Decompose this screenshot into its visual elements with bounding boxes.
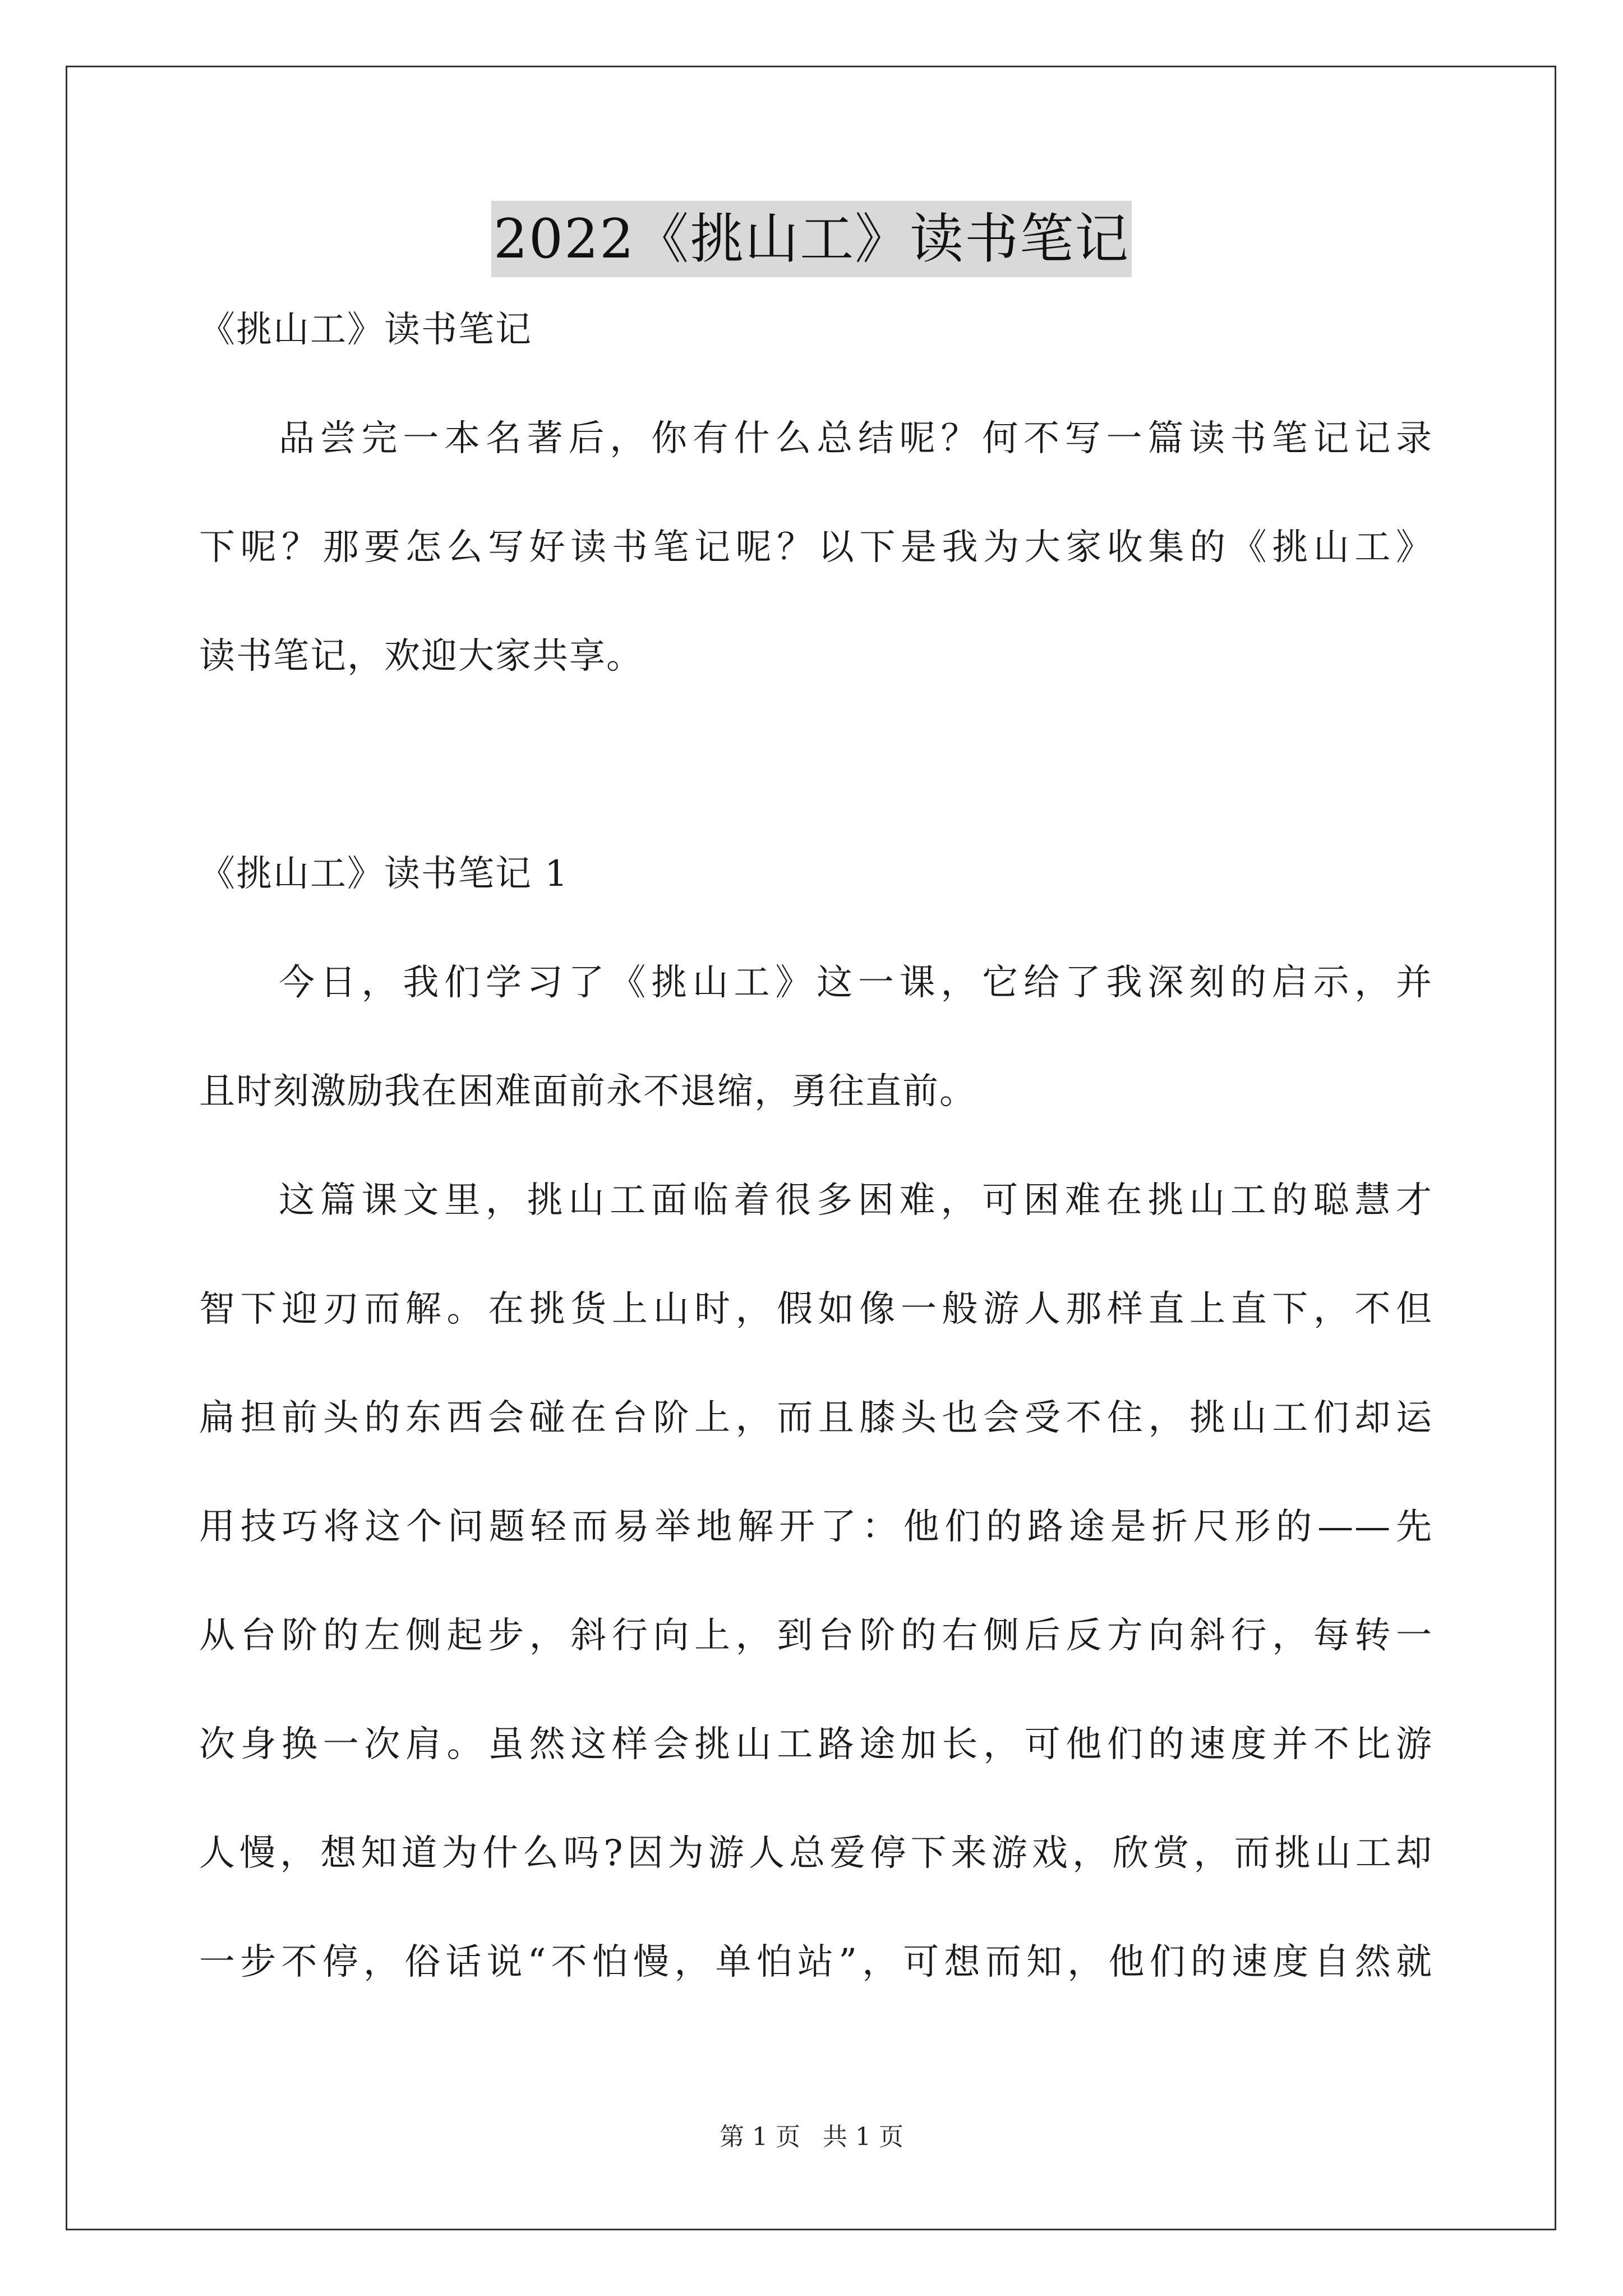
document-title: 2022《挑山工》读书笔记 <box>491 201 1132 277</box>
paragraph-line: 今日，我们学习了《挑山工》这一课，它给了我深刻的启示，并 <box>279 962 1433 1004</box>
paragraph-line: 且时刻激励我在困难面前永不退缩，勇往直前。 <box>199 1071 976 1112</box>
page-footer <box>0 2120 1623 2154</box>
intro-line: 品尝完一本名著后，你有什么总结呢？何不写一篇读书笔记记录 <box>279 418 1433 459</box>
paragraph-line: 智下迎刃而解。在挑货上山时，假如像一般游人那样直上直下，不但 <box>199 1289 1433 1330</box>
intro-paragraph <box>199 412 1433 684</box>
title-container <box>0 201 1623 277</box>
section-heading: 《挑山工》读书笔记 1 <box>199 853 569 895</box>
paragraph-line: 人慢，想知道为什么吗?因为游人总爱停下来游戏，欣赏，而挑山工却 <box>199 1833 1433 1874</box>
paragraph-line: 这篇课文里，挑山工面临着很多困难，可困难在挑山工的聪慧才 <box>279 1180 1433 1221</box>
paragraph-line: 扁担前头的东西会碰在台阶上，而且膝头也会受不住，挑山工们却运 <box>199 1397 1433 1439</box>
paragraph-line: 用技巧将这个问题轻而易举地解开了：他们的路途是折尺形的——先 <box>199 1506 1433 1548</box>
intro-line: 读书笔记，欢迎大家共享。 <box>199 636 643 677</box>
document-subtitle: 《挑山工》读书笔记 <box>199 309 532 351</box>
document-body <box>199 303 1433 1990</box>
paragraph-line: 从台阶的左侧起步，斜行向上，到台阶的右侧后反方向斜行，每转一 <box>199 1615 1433 1657</box>
page-number: 第 1 页 <box>720 2123 800 2151</box>
section-spacer <box>199 684 1433 847</box>
page-total: 共 1 页 <box>823 2123 903 2151</box>
paragraph-line: 次身换一次肩。虽然这样会挑山工路途加长，可他们的速度并不比游 <box>199 1724 1433 1765</box>
paragraph-2 <box>199 1174 1433 1990</box>
paragraph-1 <box>199 956 1433 1119</box>
paragraph-line: 一步不停，俗话说“不怕慢，单怕站”，可想而知，他们的速度自然就 <box>199 1941 1433 1983</box>
spacer <box>199 357 1433 412</box>
intro-line: 下呢？那要怎么写好读书笔记呢？以下是我为大家收集的《挑山工》 <box>199 527 1433 568</box>
